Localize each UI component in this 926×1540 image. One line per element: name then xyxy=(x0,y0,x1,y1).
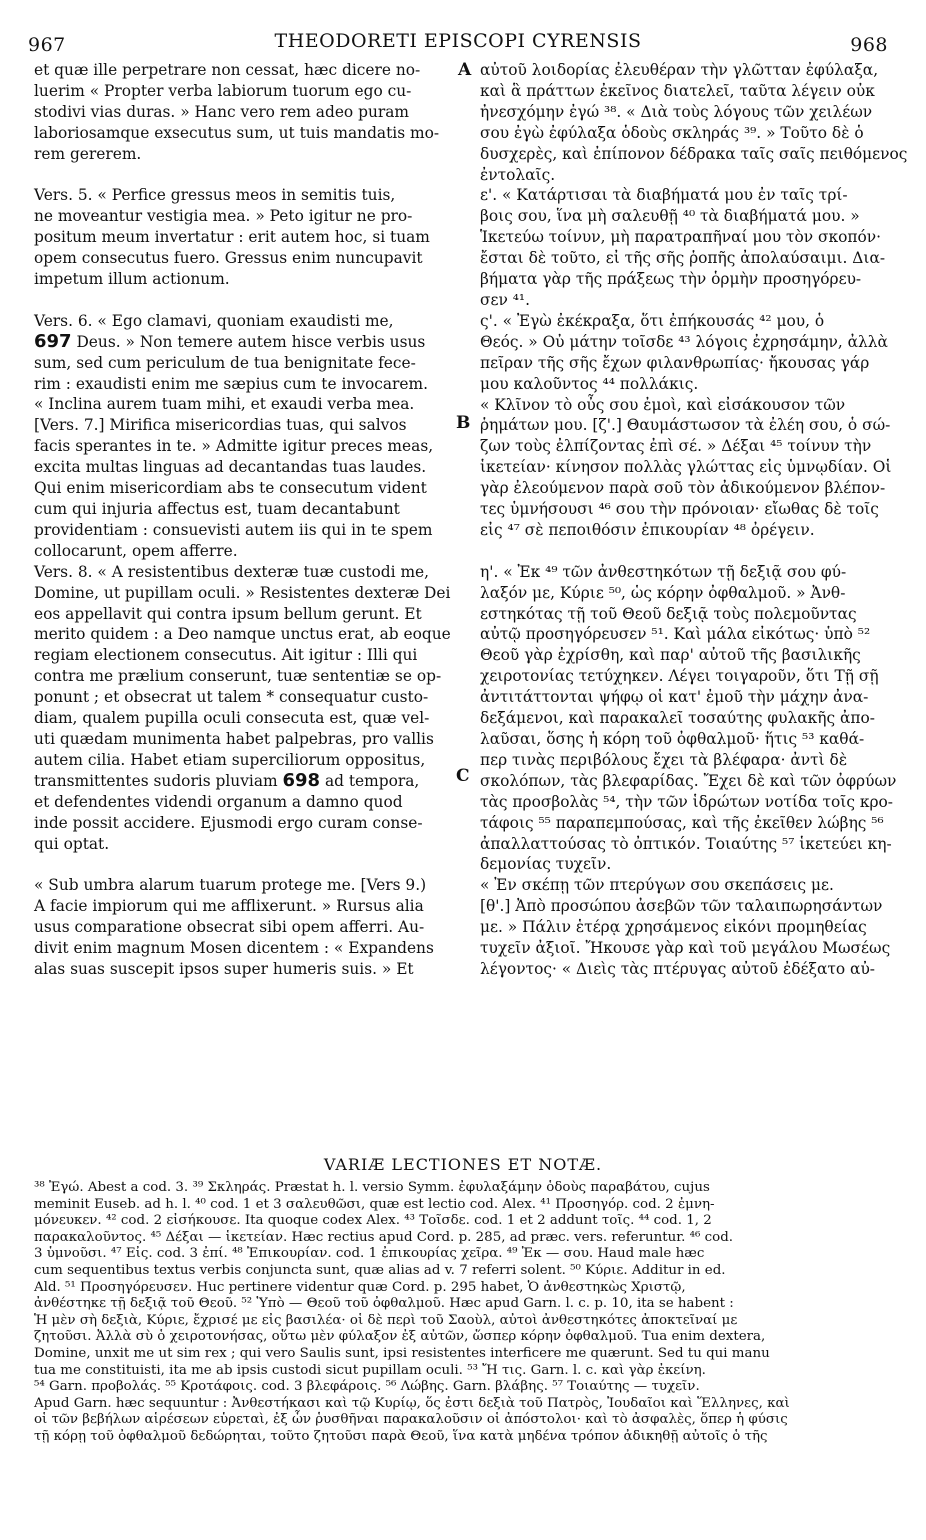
text-line: σκολόπων, τὰς βλεφαρίδας. Ἔχει δὲ καὶ τῶν ὀφρύων xyxy=(480,771,897,790)
text-line: Vers. 5. « Perfice gressus meos in semitis tuis, xyxy=(34,186,396,205)
text-line: opem consecutus fuero. Gressus enim nuncupavit xyxy=(34,249,423,268)
latin-paragraph-4 xyxy=(34,394,454,561)
text-line: Vers. 8. « A resistentibus dexteræ tuæ custodi me, xyxy=(34,562,430,581)
text-line: impetum illum actionum. xyxy=(34,270,230,289)
note-line: παρακαλοῦντος. ⁴⁵ Δέξαι — ἱκετείαν. Hæc rectius apud Cord. p. 285, ad præc. vers. referuntur. ⁴⁶ cod. xyxy=(34,1229,734,1245)
text-line: ἱκετείαν· κίνησον πολλὰς γλώττας εἰς ὑμνῳδίαν. Οἱ xyxy=(480,458,892,477)
text-line: et quæ ille perpetrare non cessat, hæc dicere no- xyxy=(34,61,421,79)
text-line: λαξόν με, Κύριε ⁵⁰, ὡς κόρην ὀφθαλμοῦ. » Ἀνθ- xyxy=(480,583,846,602)
text-line: δεμονίας τυχεῖν. xyxy=(480,855,612,874)
note-line: οἱ τῶν βεβήλων αἱρέσεων εὑρεταὶ, ἐξ ὧν ῥυσθῆναι παρακαλοῦσιν οἱ ἀπόστολοι· καὶ τὸ ἀσφαλὲς, ὅπερ ἡ φύσις xyxy=(34,1412,788,1428)
text-line: Θεοῦ γὰρ ἐχρίσθη, καὶ παρ' αὐτοῦ τῆς βασιλικῆς xyxy=(480,646,861,665)
text-line: [Vers. 7.] Mirifica misericordias tuas, qui salvos xyxy=(34,416,407,435)
greek-paragraph-1 xyxy=(480,60,910,185)
text-line: Θεός. » Οὐ μάτην τοῖσδε ⁴³ λόγοις ἐχρησάμην, ἀλλὰ xyxy=(480,332,888,351)
text-span: ad tempora, xyxy=(320,771,420,790)
text-line xyxy=(34,332,454,353)
text-line: Qui enim misericordiam abs te consecutum vident xyxy=(34,479,427,498)
margin-letter-c: C xyxy=(456,766,470,786)
margin-letter-b: B xyxy=(456,413,471,433)
text-line: χειροτονίας τετύχηκεν. Λέγει τοιγαροῦν, ὅτι Τῇ σῇ xyxy=(480,667,879,686)
text-line: αὐτῷ προσηγόρευσεν ⁵¹. Καὶ μάλα εἰκότως· ὑπὸ ⁵² xyxy=(480,625,871,644)
text-line: alas suas suscepit ipsos super humeris suis. » Et xyxy=(34,959,414,978)
text-line: inde possit accidere. Ejusmodi ergo curam conse- xyxy=(34,813,423,832)
text-line: σεν ⁴¹. xyxy=(480,290,530,309)
text-line: Domine, ut pupillam oculi. » Resistentes dexteræ Dei xyxy=(34,583,451,602)
greek-paragraph-5 xyxy=(480,562,910,876)
text-line: « Ἐν σκέπῃ τῶν πτερύγων σου σκεπάσεις με. xyxy=(480,876,834,895)
text-line: πεῖραν τῆς σῆς ἔχων φιλανθρωπίας· ἤκουσας γάρ xyxy=(480,353,870,372)
page-header xyxy=(28,22,888,56)
text-line: divit enim magnum Mosen dicentem : « Expandens xyxy=(34,939,434,958)
text-line: rem gererem. xyxy=(34,144,142,163)
running-title: THEODORETI EPISCOPI CYRENSIS xyxy=(274,30,642,52)
note-line: Apud Garn. hæc sequuntur : Ἀνθεστήκασι καὶ τῷ Κυρίῳ, ὅς ἐστι δεξιὰ τοῦ Πατρὸς, Ἰουδαῖοι καὶ Ἕλληνες, καὶ xyxy=(34,1395,790,1411)
margin-letter-a: A xyxy=(458,60,472,80)
note-line: ⁵⁴ Garn. προβολάς. ⁵⁵ Κροτάφοις. cod. 3 βλεφάροις. ⁵⁶ Λώβης. Garn. βλάβης. ⁵⁷ Τοιαύτης — τυχεῖν. xyxy=(34,1379,700,1395)
text-line: merito quidem : a Deo namque unctus erat, ab eoque xyxy=(34,625,451,644)
text-line: λαῦσαι, ὅσης ἡ κόρη τοῦ ὀφθαλμοῦ· ἥτις ⁵³ καθά- xyxy=(480,729,865,748)
text-line: τυχεῖν ἀξιοῖ. Ἤκουσε γὰρ καὶ τοῦ μεγάλου Μωσέως xyxy=(480,939,891,958)
text-line: τες ὑμνήσουσι ⁴⁶ σου τὴν πρόνοιαν· εἴωθας δὲ τοῖς xyxy=(480,500,879,519)
text-line: excita multas linguas ad decantandas tuas laudes. xyxy=(34,458,427,477)
text-line: providentiam : consuevisti autem iis qui in te spem xyxy=(34,520,433,539)
text-line: cum qui injuria affectus est, tuam decantabunt xyxy=(34,500,400,518)
text-line: δεξάμενοι, καὶ παρακαλεῖ τοσαύτης φυλακῆς ἀπο- xyxy=(480,709,875,728)
text-line: ἀντιτάττονται ψήφῳ οἱ κατ' ἐμοῦ τὴν μάχην ἀνα- xyxy=(480,688,869,707)
text-line: η'. « Ἐκ ⁴⁹ τῶν ἀνθεστηκότων τῇ δεξιᾷ σου φύ- xyxy=(480,562,847,581)
text-line: diam, qualem pupilla oculi consecuta est, quæ vel- xyxy=(34,709,430,728)
text-line: luerim « Propter verba labiorum tuorum ego cu- xyxy=(34,81,412,100)
text-line: [θ'.] Ἀπὸ προσώπου ἀσεβῶν τῶν ταλαιπωρησάντων xyxy=(480,897,883,916)
text-line xyxy=(34,771,454,792)
text-line: ς'. « Ἐγὼ ἐκέκραξα, ὅτι ἐπήκουσάς ⁴² μου, ὁ xyxy=(480,311,825,330)
text-line: βήματα γὰρ τῆς πράξεως τὴν ὁρμὴν προσηγόρευ- xyxy=(480,270,862,289)
left-page-number: 967 xyxy=(28,34,66,56)
latin-paragraph-6 xyxy=(34,875,454,980)
text-line: ἐντολαῖς. xyxy=(480,165,556,184)
text-line: γὰρ ἐλεούμενον παρὰ σοῦ τὸν ἀδικούμενον βλέπον- xyxy=(480,479,886,498)
greek-paragraph-6 xyxy=(480,875,910,980)
text-line: collocarunt, opem afferre. xyxy=(34,541,238,560)
note-line: cum sequentibus textus verbis conjuncta sunt, quæ alias ad v. 7 referri solent. ⁵⁰ Κύριε. Additur in ed. xyxy=(34,1262,726,1278)
latin-paragraph-1 xyxy=(34,60,454,165)
text-line: facis sperantes in te. » Admitte igitur preces meas, xyxy=(34,437,434,456)
note-line: meminit Euseb. ad h. l. ⁴⁰ cod. 1 et 3 σαλευθῶσι, quæ est lectio cod. Alex. ⁴¹ Προσηγόρ. cod. 2 ἐμνη- xyxy=(34,1196,715,1212)
greek-paragraph-2 xyxy=(480,185,910,310)
note-line: ζητοῦσι. Ἀλλὰ σὺ ὁ χειροτονήσας, οὕτω μὲν φύλαξον ἐξ αὐτῶν, ὥσπερ κόρην ὀφθαλμοῦ. Tua enim dextera, xyxy=(34,1329,766,1345)
text-line: μου καλοῦντος ⁴⁴ πολλάκις. xyxy=(480,374,699,393)
text-line: ῥημάτων μου. [ζ'.] Θαυμάστωσον τὰ ἐλέη σου, ὁ σώ- xyxy=(480,416,891,435)
note-line: ³⁸ Ἐγώ. Abest a cod. 3. ³⁹ Σκληράς. Præstat h. l. versio Symm. ἐφυλαξάμην ὁδοὺς παραβάτου, cujus xyxy=(34,1180,710,1195)
note-line: Ἡ μὲν σὴ δεξιὰ, Κύριε, ἔχρισέ με εἰς βασιλέα· οἱ δὲ περὶ τοῦ Σαοὺλ, αὐτοὶ ἀνθεστηκότες ἀποκτεῖναί με xyxy=(34,1312,738,1328)
text-line: « Sub umbra alarum tuarum protege me. [Vers 9.) xyxy=(34,876,427,895)
text-line: σου ἐγὼ ἐφύλαξα ὁδοὺς σκληράς ³⁹. » Τοῦτο δὲ ὁ xyxy=(480,123,864,142)
note-line: τῇ κόρῃ τοῦ ὀφθαλμοῦ δεδώρηται, τοῦτο ζητοῦσι παρὰ Θεοῦ, ἵνα κατὰ μηδένα τρόπον ἀδικηθῇ αὐτοῖς ὁ τῆς xyxy=(34,1428,768,1444)
text-line: regiam electionem consecutus. Ait igitur : Illi qui xyxy=(34,646,418,665)
note-line: 3 ὑμνοῦσι. ⁴⁷ Εἰς. cod. 3 ἐπί. ⁴⁸ Ἐπικουρίαν. cod. 1 ἐπικουρίας χεῖρα. ⁴⁹ Ἐκ — σου. Haud male hæc xyxy=(34,1246,705,1262)
latin-paragraph-2 xyxy=(34,185,454,290)
text-line: rim : exaudisti enim me sæpius cum te invocarem. xyxy=(34,374,429,393)
text-line: positum meum invertatur : erit autem hoc, si tuam xyxy=(34,228,430,247)
text-line: λέγοντος· « Διεὶς τὰς πτέρυγας αὐτοῦ ἐδέξατο αὐ- xyxy=(480,959,876,978)
greek-column xyxy=(480,60,910,980)
text-line: eos appellavit qui contra ipsum bellum gerunt. Et xyxy=(34,604,422,623)
text-span: Deus. » Non temere autem hisce verbis usus xyxy=(71,332,426,351)
note-line: Ald. ⁵¹ Προσηγόρευσεν. Huc pertinere videntur quæ Cord. p. 295 habet, Ὁ ἀνθεστηκὼς Χριστῷ, xyxy=(34,1279,686,1295)
text-span: transmittentes sudoris pluviam xyxy=(34,771,283,790)
text-line: ponunt ; et obsecrat ut talem * consequatur custo- xyxy=(34,688,429,707)
latin-paragraph-3 xyxy=(34,311,454,395)
text-line: τὰς προσβολὰς ⁵⁴, τὴν τῶν ἱδρώτων νοτίδα τοῖς κρο- xyxy=(480,792,893,811)
text-line: καὶ ἃ πράττων ἐκεῖνος διατελεῖ, ταῦτα λέγειν οὐκ xyxy=(480,81,875,100)
text-line: usus comparatione obsecrat sibi opem afferri. Au- xyxy=(34,918,425,937)
note-line: Domine, unxit me ut sim rex ; qui vero Saulis sunt, ipsi resistentes interficere me quærunt. Sed tu qui manu xyxy=(34,1345,770,1361)
text-line: sum, sed cum periculum de tua benignitate fece- xyxy=(34,353,416,372)
text-line: laboriosamque exsecutus sum, ut tuis mandatis mo- xyxy=(34,123,440,142)
text-line: ἔσται δὲ τοῦτο, εἰ τῆς σῆς ῥοπῆς ἀπολαύσαιμι. Δια- xyxy=(480,249,886,268)
latin-column xyxy=(34,60,454,980)
greek-paragraph-4 xyxy=(480,395,910,541)
text-line: με. » Πάλιν ἑτέρᾳ χρησάμενος εἰκόνι προμηθείας xyxy=(480,918,867,937)
text-line: Ἱκετεύω τοίνυν, μὴ παρατραπῆναί μου τὸν σκοπόν· xyxy=(480,228,882,247)
text-line: autem cilia. Habet etiam superciliorum oppositus, xyxy=(34,750,426,769)
text-line: ἠνεσχόμην ἐγώ ³⁸. « Διὰ τοὺς λόγους τῶν χειλέων xyxy=(480,102,873,121)
text-line: ε'. « Κατάρτισαι τὰ διαβήματά μου ἐν ταῖς τρί- xyxy=(480,186,848,205)
text-line: « Inclina aurem tuam mihi, et exaudi verba mea. xyxy=(34,395,415,414)
notes-heading: VARIÆ LECTIONES ET NOTÆ. xyxy=(323,1155,603,1174)
text-line: Vers. 6. « Ego clamavi, quoniam exaudisti me, xyxy=(34,311,394,330)
text-line: ἀπαλλαττούσας τὸ ὀπτικόν. Τοιαύτης ⁵⁷ ἱκετεύει κη- xyxy=(480,834,892,853)
text-line: δυσχερὲς, καὶ ἐπίπονον δέδρακα ταῖς σαῖς πειθόμενος xyxy=(480,144,908,163)
text-line: A facie impiorum qui me afflixerunt. » Rursus alia xyxy=(34,897,424,916)
text-line: stodivi vias duras. » Hanc vero rem adeo puram xyxy=(34,102,409,121)
text-line: uti quædam munimenta habet palpebras, pro vallis xyxy=(34,729,434,748)
note-line: μόνευκεν. ⁴² cod. 2 εἰσήκουσε. Ita quoque codex Alex. ⁴³ Τοῖσδε. cod. 1 et 2 addunt τοῖς. ⁴⁴ cod. 1, 2 xyxy=(34,1213,712,1229)
footnotes xyxy=(34,1180,894,1446)
column-number-698: 698 xyxy=(282,769,321,791)
text-line: et defendentes videndi organum a damno quod xyxy=(34,792,403,811)
column-number-697: 697 xyxy=(34,330,72,352)
text-line: contra me prælium conserunt, tuæ sententiæ se op- xyxy=(34,667,442,686)
greek-paragraph-3 xyxy=(480,311,910,395)
text-line: περ τινὰς περιβόλους ἔχει τὰ βλέφαρα· ἀντὶ δὲ xyxy=(480,750,848,769)
note-line: tua me constituisti, ita me ab ipsis custodi sicut pupillam oculi. ⁵³ Ἤ τις. Garn. l. c. καὶ γὰρ ἐκείνη. xyxy=(34,1362,706,1378)
latin-paragraph-5 xyxy=(34,562,454,855)
text-line: qui optat. xyxy=(34,834,110,853)
right-page-number: 968 xyxy=(850,34,888,56)
text-line: « Κλῖνον τὸ οὖς σου ἐμοὶ, καὶ εἰσάκουσον τῶν xyxy=(480,395,846,414)
text-line: βοις σου, ἵνα μὴ σαλευθῇ ⁴⁰ τὰ διαβήματά μου. » xyxy=(480,207,860,226)
note-line: ἀνθέστηκε τῇ δεξιᾷ τοῦ Θεοῦ. ⁵² Ὑπὸ — Θεοῦ τοῦ ὀφθαλμοῦ. Hæc apud Garn. l. c. p. 10, ita se habent : xyxy=(34,1296,734,1312)
text-line: τάφοις ⁵⁵ παραπεμπούσας, καὶ τῆς ἐκεῖθεν λώβης ⁵⁶ xyxy=(480,813,884,832)
text-line: αὐτοῦ λοιδορίας ἐλευθέραν τὴν γλῶτταν ἐφύλαξα, xyxy=(480,61,879,79)
text-line: εἰς ⁴⁷ σὲ πεποιθόσιν ἐπικουρίαν ⁴⁸ ὀρέγειν. xyxy=(480,520,815,539)
text-line: ζων τοὺς ἐλπίζοντας ἐπὶ σέ. » Δέξαι ⁴⁵ τοίνυν τὴν xyxy=(480,437,872,456)
text-line: εστηκότας τῇ τοῦ Θεοῦ δεξιᾷ τοὺς πολεμοῦντας xyxy=(480,604,857,623)
text-line: ne moveantur vestigia mea. » Peto igitur ne pro- xyxy=(34,207,413,226)
